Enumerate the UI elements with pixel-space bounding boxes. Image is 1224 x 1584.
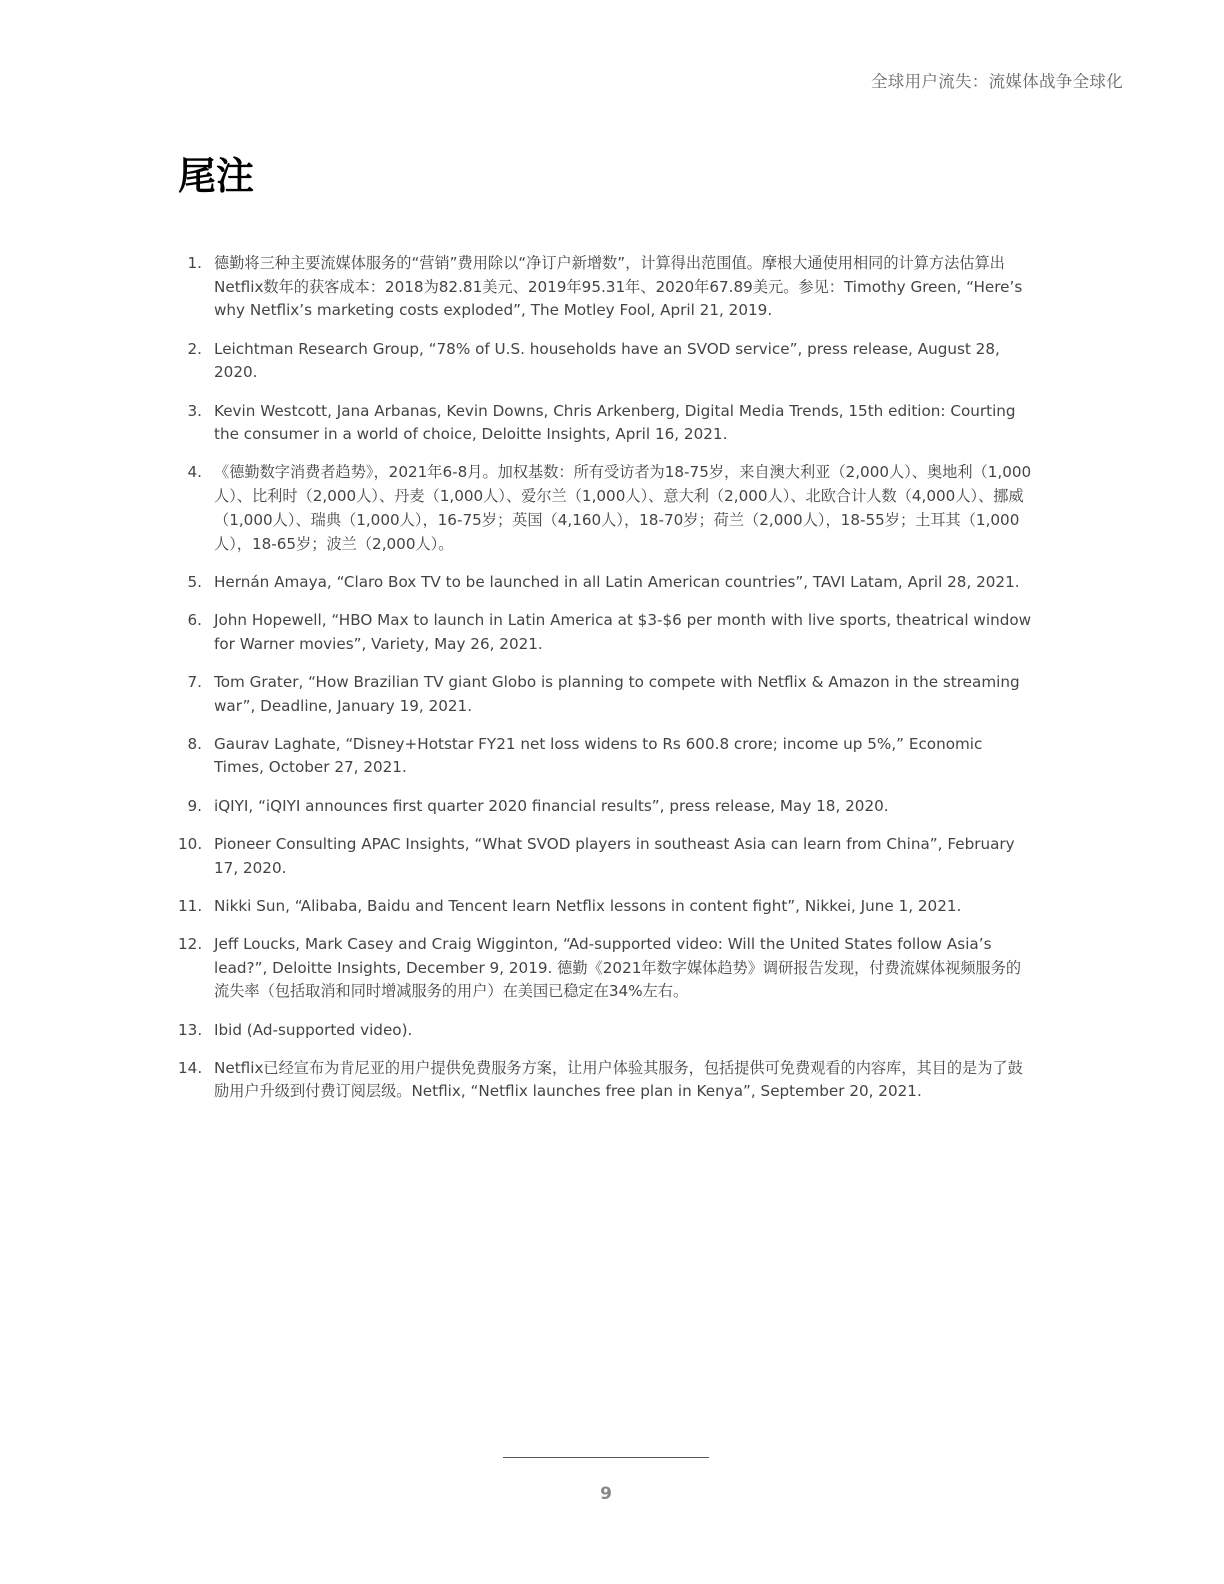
endnote-1 [178,252,1036,323]
endnote-13 [178,1019,1036,1043]
endnote-number: 4. [187,463,202,482]
endnote-number: 1. [187,254,202,272]
endnote-text: Tom Grater, “How Brazilian TV giant Globo is planning to compete with Netflix & Amazon in the streaming war”, Deadline, January 19, 2021. [214,672,1020,715]
running-header: 全球用户流失：流媒体战争全球化 [871,72,1123,91]
endnote-number: 13. [178,1020,203,1039]
endnote-text: Netflix已经宣布为肯尼亚的用户提供免费服务方案，让用户体验其服务，包括提供可免费观看的内容库，其目的是为了鼓励用户升级到付费订阅层级。Netflix, “Netflix launches free plan in Kenya”, September 20, 2021. [214,1058,1023,1101]
endnote-number: 12. [178,934,203,953]
endnote-12 [178,933,1036,1004]
endnote-5 [178,571,1036,595]
endnote-text: Nikki Sun, “Alibaba, Baidu and Tencent learn Netflix lessons in content fight”, Nikkei, June 1, 2021. [214,896,962,915]
page-number: 9 [600,1484,612,1504]
endnote-10 [178,833,1036,880]
endnote-number: 9. [187,796,202,815]
endnote-14 [178,1057,1036,1104]
endnote-text: Ibid (Ad-supported video). [214,1020,413,1039]
endnote-number: 8. [187,734,202,753]
endnote-11 [178,895,1036,919]
endnote-text: Kevin Westcott, Jana Arbanas, Kevin Downs, Chris Arkenberg, Digital Media Trends, 15th edition: Courting the consumer in a world of choice, Deloitte Insights, April 16, 2021. [214,401,1016,444]
footer-divider [503,1457,709,1458]
endnote-text: John Hopewell, “HBO Max to launch in Latin America at $3-$6 per month with live sports, theatrical window for Warner movies”, Variety, May 26, 2021. [214,610,1032,653]
endnote-number: 14. [178,1058,203,1077]
endnote-text: 德勤将三种主要流媒体服务的“营销”费用除以“净订户新增数”，计算得出范围值。摩根大通使用相同的计算方法估算出Netflix数年的获客成本：2018为82.81美元、2019年95.31年、2020年67.89美元。参见：Timothy Green, “Here’s why Netflix’s marketing costs exploded”, The Motley Fool, April 21, 2019. [214,254,1023,320]
page-title: 尾注 [178,154,255,198]
endnote-4 [178,461,1036,556]
endnote-number: 5. [187,572,202,591]
endnote-3 [178,400,1036,447]
endnote-number: 2. [187,339,202,358]
endnote-number: 11. [178,896,203,915]
endnote-6 [178,609,1036,656]
endnote-text: Pioneer Consulting APAC Insights, “What SVOD players in southeast Asia can learn from China”, February 17, 2020. [214,834,1015,877]
endnote-text: Gaurav Laghate, “Disney+Hotstar FY21 net loss widens to Rs 600.8 crore; income up 5%,” Economic Times, October 27, 2021. [214,734,983,777]
endnotes-list [178,252,1036,1119]
endnote-9 [178,795,1036,819]
endnote-text: 《德勤数字消费者趋势》，2021年6-8月。加权基数：所有受访者为18-75岁，来自澳大利亚（2,000人）、奥地利（1,000人）、比利时（2,000人）、丹麦（1,000人）、爱尔兰（1,000人）、意大利（2,000人）、北欧合计人数（4,000人）、挪威（1,000人）、瑞典（1,000人），16-75岁；英国（4,160人），18-70岁；荷兰（2,000人），18-55岁；土耳其（1,000人），18-65岁；波兰（2,000人）。 [214,463,1032,553]
endnote-number: 6. [187,610,202,629]
endnote-text: iQIYI, “iQIYI announces first quarter 2020 financial results”, press release, May 18, 2020. [214,796,889,815]
endnote-number: 7. [187,672,202,691]
endnote-number: 3. [187,401,202,420]
endnote-text: Jeff Loucks, Mark Casey and Craig Wigginton, “Ad-supported video: Will the United States follow Asia’s lead?”, Deloitte Insights, December 9, 2019. 德勤《2021年数字媒体趋势》调研报告发现，付费流媒体视频服务的流失率（包括取消和同时增减服务的用户）在美国已稳定在34%左右。 [214,934,1022,1001]
endnote-text: Leichtman Research Group, “78% of U.S. households have an SVOD service”, press release, August 28, 2020. [214,339,1000,382]
endnote-7 [178,671,1036,718]
endnote-8 [178,733,1036,780]
endnote-text: Hernán Amaya, “Claro Box TV to be launched in all Latin American countries”, TAVI Latam, April 28, 2021. [214,572,1020,591]
endnote-2 [178,338,1036,385]
endnote-number: 10. [178,834,203,853]
